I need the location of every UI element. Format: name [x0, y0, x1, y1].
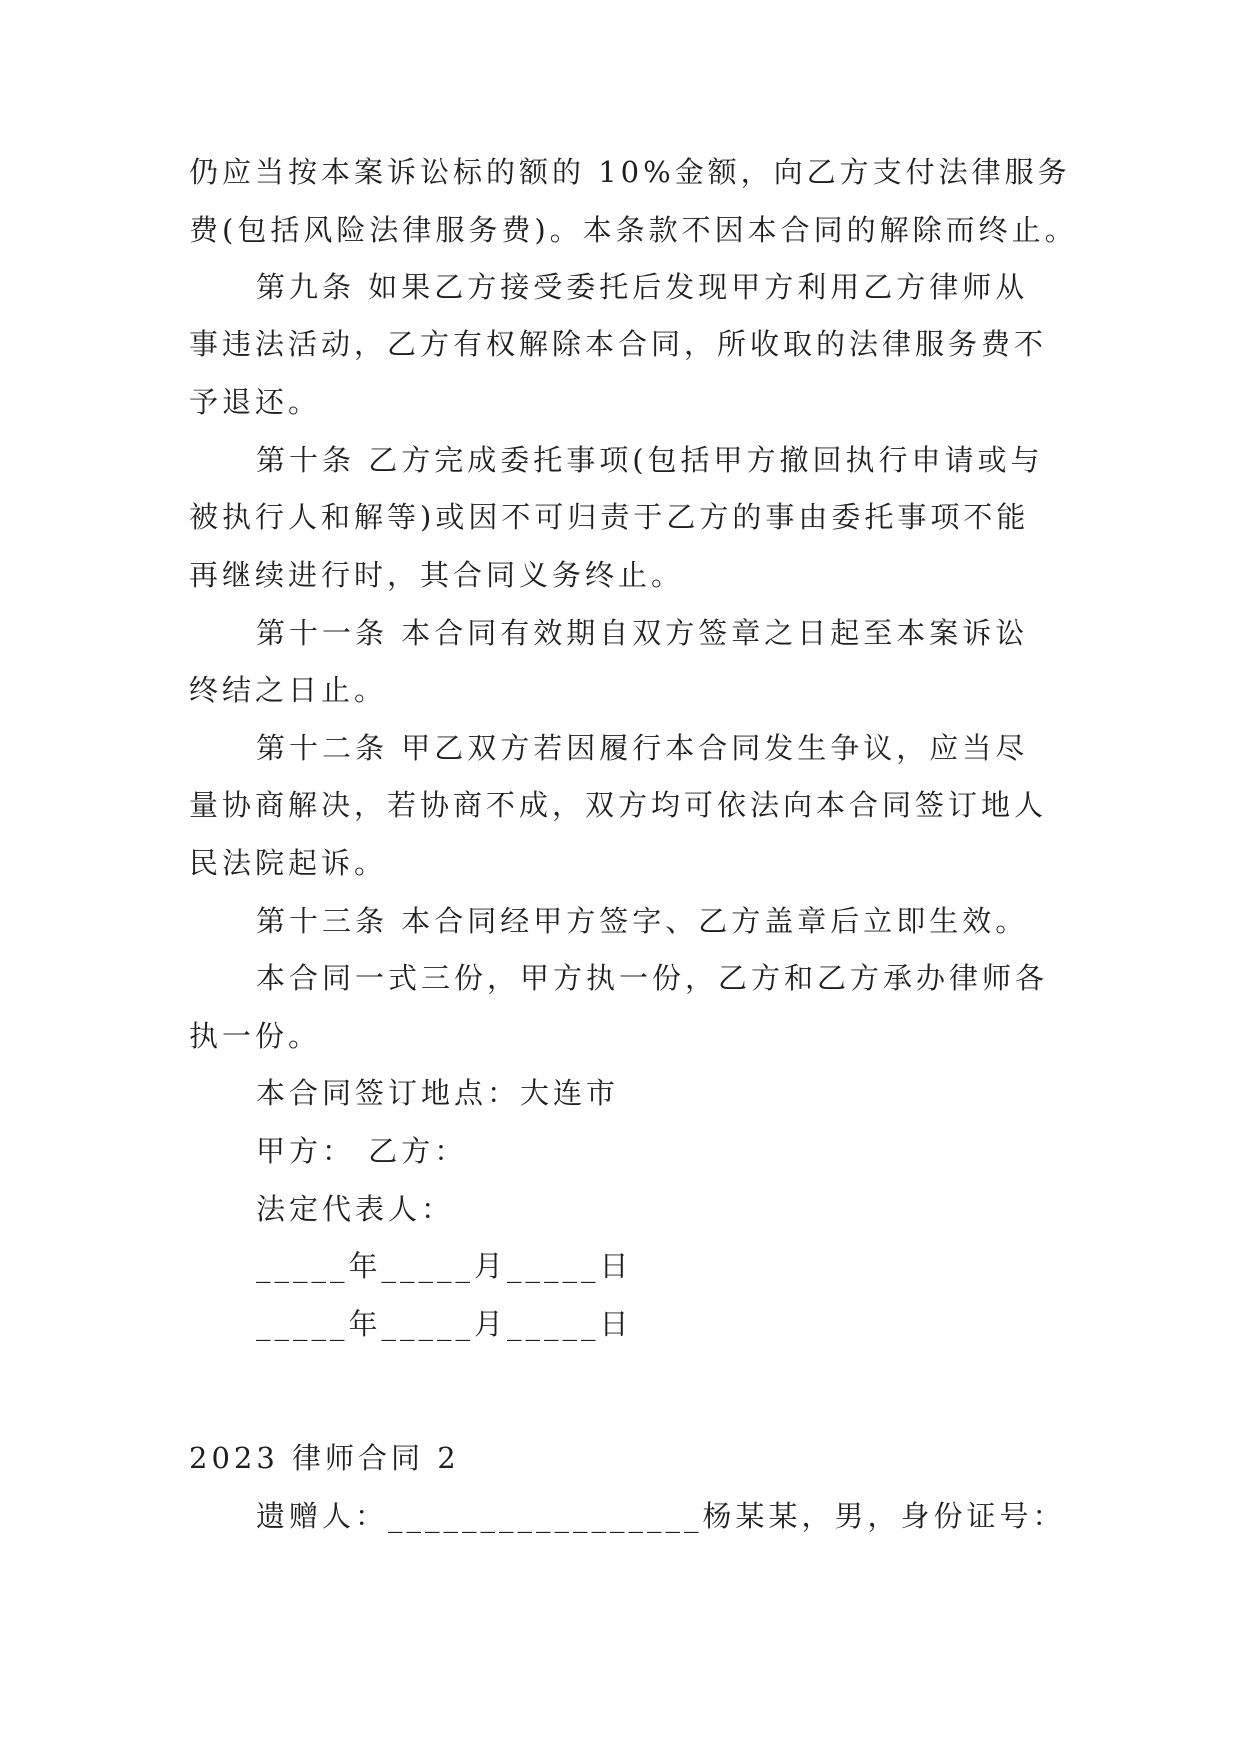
article-13: 第十三条 本合同经甲方签字、乙方盖章后立即生效。: [256, 904, 1029, 938]
article-9: 第九条 如果乙方接受委托后发现甲方利用乙方律师从: [256, 270, 1029, 304]
parties-line: 甲方： 乙方：: [256, 1134, 468, 1168]
copies-clause: 本合同一式三份，甲方执一份，乙方和乙方承办律师各: [256, 961, 1049, 995]
date-line: _____年_____月_____日: [256, 1249, 633, 1283]
text-line: 事违法活动，乙方有权解除本合同，所收取的法律服务费不: [189, 327, 1048, 361]
article-11: 第十一条 本合同有效期自双方签章之日起至本案诉讼: [256, 616, 1029, 650]
date-line: _____年_____月_____日: [256, 1307, 633, 1341]
text-line: 予退还。: [189, 385, 322, 419]
text-line: 量协商解决，若协商不成，双方均可依法向本合同签订地人: [189, 788, 1048, 822]
text-line: 再继续进行时，其合同义务终止。: [189, 558, 685, 592]
section-title: 2023 律师合同 2: [189, 1441, 460, 1475]
signing-place: 本合同签订地点：大连市: [256, 1076, 620, 1110]
bequeather-line: 遗赠人：_________________杨某某，男，身份证号：: [256, 1499, 1066, 1533]
text-line: 民法院起诉。: [189, 846, 388, 880]
text-line: 被执行人和解等)或因不可归责于乙方的事由委托事项不能: [189, 500, 1030, 534]
legal-representative: 法定代表人：: [256, 1192, 455, 1226]
text-line: 终结之日止。: [189, 673, 388, 707]
text-line: 仍应当按本案诉讼标的额的 10%金额，向乙方支付法律服务: [189, 155, 1071, 189]
article-10: 第十条 乙方完成委托事项(包括甲方撤回执行申请或与: [256, 443, 1044, 477]
text-line: 执一份。: [189, 1019, 322, 1053]
article-12: 第十二条 甲乙双方若因履行本合同发生争议，应当尽: [256, 731, 1029, 765]
text-line: 费(包括风险法律服务费)。本条款不因本合同的解除而终止。: [189, 213, 1078, 247]
